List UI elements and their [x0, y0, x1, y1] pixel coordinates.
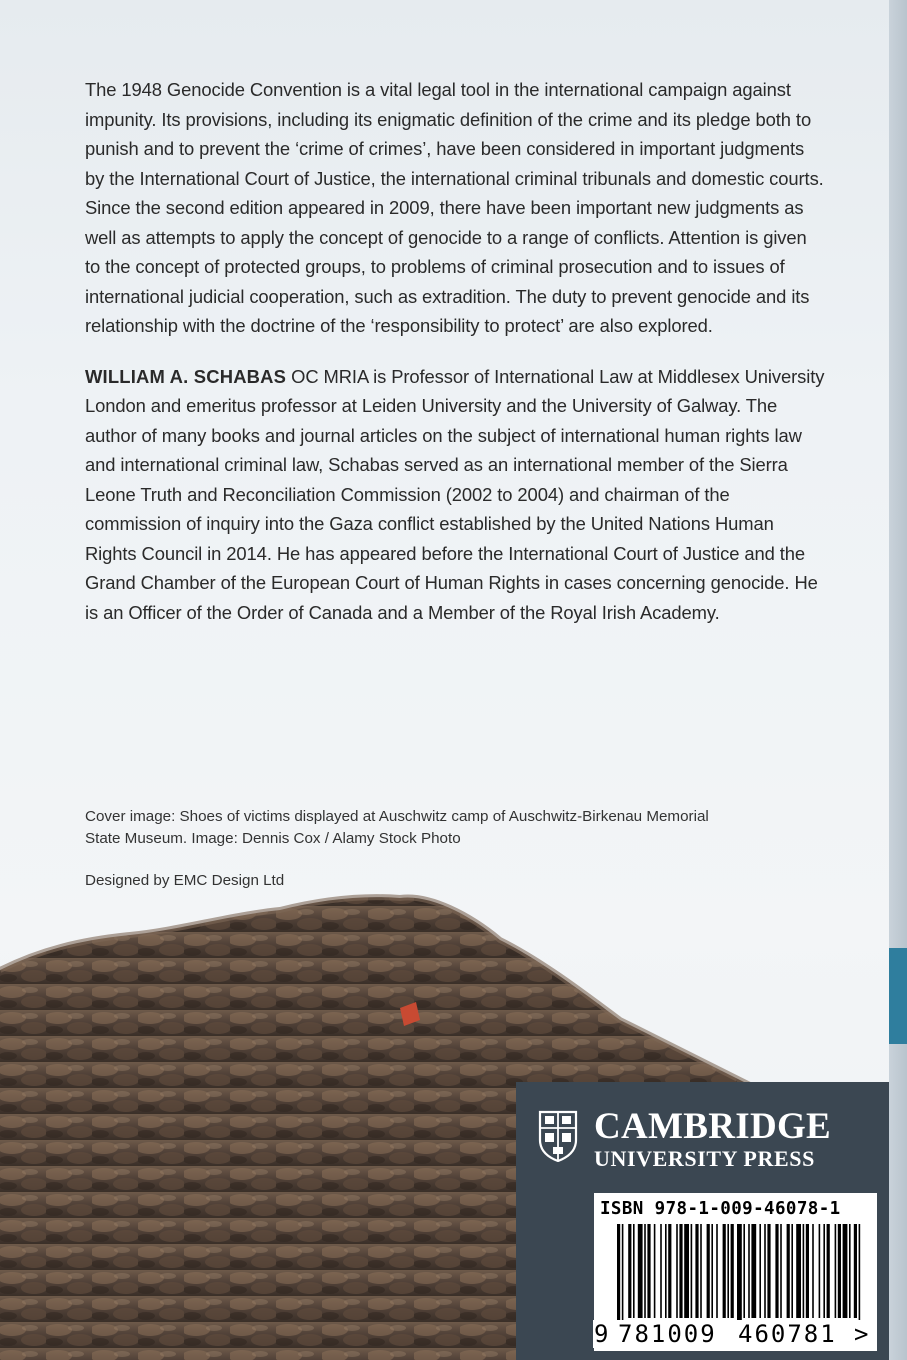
barcode-bar	[691, 1224, 693, 1318]
barcode-bar	[812, 1224, 814, 1318]
barcode-bar	[716, 1224, 718, 1318]
barcode-bar	[660, 1224, 662, 1318]
barcode-bar	[796, 1224, 801, 1318]
barcode-left-digits: 781009	[618, 1320, 717, 1348]
publisher-subtitle: UNIVERSITY PRESS	[594, 1146, 815, 1171]
barcode-bar	[819, 1224, 821, 1318]
barcode-bar	[759, 1224, 761, 1318]
barcode-right-digits: 460781	[738, 1320, 837, 1348]
barcode-bar	[803, 1224, 805, 1318]
barcode-bar	[806, 1224, 809, 1318]
barcode-bar	[764, 1224, 766, 1318]
cover-credit-line-1: Cover image: Shoes of victims displayed at Auschwitz camp of Auschwitz-Birkenau Memorial	[85, 808, 709, 825]
barcode-bar	[775, 1224, 778, 1318]
barcode-bar	[638, 1224, 643, 1318]
spine-accent-mark	[889, 948, 907, 1044]
publisher-panel	[516, 1082, 889, 1360]
barcode-bar	[748, 1224, 750, 1318]
barcode-bar	[835, 1224, 837, 1318]
barcode-bar	[838, 1224, 841, 1318]
barcode-bar	[767, 1224, 770, 1318]
barcode-bar	[787, 1224, 790, 1318]
barcode-bar	[695, 1224, 698, 1318]
barcode-bar	[700, 1224, 702, 1318]
designer-credit: Designed by EMC Design Ltd	[85, 872, 285, 889]
barcode-bar	[843, 1224, 848, 1318]
barcode-bar	[633, 1224, 635, 1318]
barcode-bar	[676, 1224, 678, 1318]
barcode-bar	[711, 1224, 713, 1318]
barcode-bar	[859, 1224, 861, 1330]
cover-credit-line-2: State Museum. Image: Dennis Cox / Alamy Stock Photo	[85, 830, 461, 847]
barcode-bar	[737, 1224, 742, 1330]
barcode-bar	[644, 1224, 646, 1318]
cover-image-credit	[85, 806, 825, 850]
barcode-bar	[743, 1224, 745, 1318]
isbn-label: ISBN 978-1-009-46078-1	[600, 1199, 841, 1219]
barcode-bar	[823, 1224, 825, 1318]
publisher-name: CAMBRIDGE	[594, 1106, 832, 1147]
back-cover-text	[85, 75, 825, 627]
barcode-bar	[849, 1224, 851, 1318]
barcode-bar	[668, 1224, 671, 1318]
publisher-logo	[538, 1106, 832, 1172]
barcode-quiet-zone-arrow: >	[854, 1320, 869, 1348]
barcode-bar	[622, 1224, 624, 1330]
barcode-bar	[684, 1224, 689, 1318]
author-bio-paragraph	[85, 362, 825, 628]
barcode-bar	[780, 1224, 782, 1318]
book-spine-edge	[889, 0, 907, 1360]
barcode-bar	[679, 1224, 682, 1318]
barcode-bar	[665, 1224, 667, 1318]
barcode-bar	[751, 1224, 756, 1318]
author-bio: OC MRIA is Professor of International Law at Middlesex University London and emeritus professor at Leiden University and the University of Galway. The author of many books and journal articles on the subject of international human rights law and international criminal law, Schabas served as an international member of the Sierra Leone Truth and Reconciliation Commission (2002 to 2004) and chairman of the commission of inquiry into the Gaza conflict established by the United Nations Human Rights Council in 2014. He has appeared before the International Court of Justice and the Grand Chamber of the European Court of Human Rights in cases concerning genocide. He is an Officer of the Order of Canada and a Member of the Royal Irish Academy.	[85, 365, 825, 623]
barcode-bar	[628, 1224, 631, 1318]
barcode-bar	[723, 1224, 726, 1318]
author-name: WILLIAM A. SCHABAS	[85, 365, 287, 387]
barcode-bars	[601, 1224, 871, 1332]
isbn-barcode	[594, 1193, 877, 1351]
barcode-bar	[647, 1224, 650, 1318]
barcode-bar	[791, 1224, 793, 1318]
barcode-bar	[854, 1224, 857, 1318]
barcode-bar	[654, 1224, 656, 1318]
barcode-bar	[707, 1224, 710, 1318]
barcode-lead-digit: 9	[594, 1320, 609, 1348]
cambridge-crest-icon	[538, 1110, 578, 1162]
barcode-bar	[727, 1224, 729, 1318]
barcode-bar	[827, 1224, 830, 1318]
description-paragraph: The 1948 Genocide Convention is a vital legal tool in the international campaign against impunity. Its provisions, including its enigmatic definition of the crime and its pledge both to punish and to prevent the ‘crime of crimes’, have been considered in important judgments by the International Court of Justice, the international criminal tribunals and domestic courts. Since the second edition appeared in 2009, there have been important new judgments as well as attempts to apply the concept of genocide to a range of conflicts. Attention is given to the concept of protected groups, to problems of criminal prosecution and to issues of international judicial cooperation, such as extradition. The duty to prevent genocide and its relationship with the doctrine of the ‘responsibility to protect’ are also explored.	[85, 79, 824, 336]
barcode-bar	[731, 1224, 734, 1318]
barcode-bar	[617, 1224, 620, 1330]
